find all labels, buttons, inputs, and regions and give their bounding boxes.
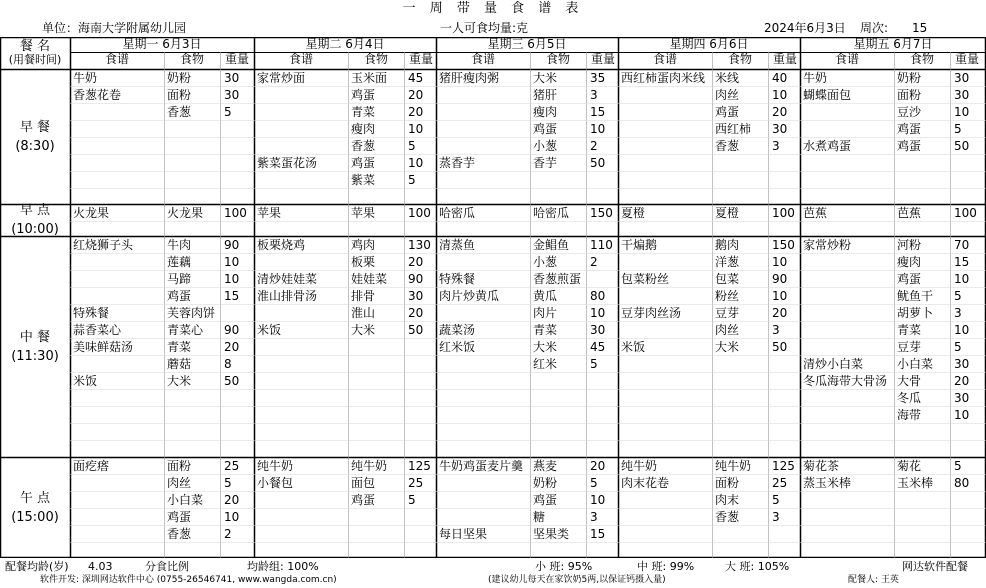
food-weight: 10	[590, 306, 606, 320]
food-weight: 90	[408, 272, 424, 286]
food-name: 鸡蛋	[715, 105, 740, 119]
meal-name: 早 餐	[19, 119, 51, 135]
food-name: 瘦肉	[897, 255, 922, 269]
food-name: 洋葱	[715, 255, 740, 269]
food-name: 豆芽	[897, 340, 922, 354]
food-weight: 5	[224, 105, 232, 119]
food-name: 娃娃菜	[351, 272, 388, 286]
food-weight: 3	[590, 510, 598, 524]
food-name: 奶粉	[533, 476, 558, 490]
col-food-header: 食物	[909, 52, 934, 66]
food-name: 肉片	[533, 306, 558, 320]
food-weight: 30	[590, 323, 606, 337]
food-name: 马蹄	[167, 272, 192, 286]
food-name: 夏橙	[715, 206, 740, 220]
food-weight: 10	[408, 122, 424, 136]
menu-table	[0, 37, 986, 558]
food-name: 小白菜	[167, 493, 204, 507]
food-weight: 45	[590, 340, 606, 354]
food-weight: 10	[590, 122, 606, 136]
food-weight: 2	[224, 527, 232, 541]
food-weight: 15	[954, 255, 970, 269]
food-weight: 10	[954, 105, 970, 119]
food-name: 瘦肉	[351, 122, 376, 136]
meal-name: 中 餐	[19, 329, 51, 345]
food-name: 青菜	[167, 340, 192, 354]
food-name: 面粉	[897, 88, 922, 102]
food-name: 肉丝	[167, 476, 192, 490]
food-weight: 80	[954, 476, 970, 490]
food-weight: 8	[224, 357, 232, 371]
food-name: 香葱	[715, 510, 740, 524]
food-name: 胡萝卜	[897, 306, 934, 320]
food-weight: 90	[224, 323, 240, 337]
food-name: 坚果类	[533, 527, 570, 541]
col-weight-header: 重量	[772, 52, 797, 66]
meal-name: 午 点	[19, 490, 51, 506]
food-weight: 70	[954, 238, 970, 252]
food-weight: 10	[772, 289, 788, 303]
page-title: 一 周 带 量 食 谱 表	[402, 1, 584, 16]
food-weight: 100	[772, 206, 795, 220]
food-weight: 10	[224, 510, 240, 524]
recipe-name: 清蒸鱼	[439, 238, 476, 252]
food-name: 鸡蛋	[533, 122, 558, 136]
brand-label: 网达软件配餐	[902, 560, 968, 573]
food-weight: 125	[772, 459, 795, 473]
food-name: 苹果	[351, 206, 376, 220]
food-weight: 3	[954, 306, 962, 320]
food-name: 菊花	[897, 459, 922, 473]
food-name: 芙蓉肉饼	[167, 306, 216, 320]
col-recipe-header: 食谱	[104, 52, 129, 66]
food-name: 小白菜	[897, 357, 934, 371]
food-name: 鸡蛋	[897, 139, 922, 153]
recipe-name: 小餐包	[257, 476, 294, 490]
food-name: 鸡蛋	[351, 88, 376, 102]
developer-info: 软件开发: 深圳网达软件中心 (0755-26546741, www.wangda.com.cn)	[40, 575, 337, 585]
food-name: 红米	[533, 357, 558, 371]
food-name: 火龙果	[167, 206, 204, 220]
recipe-name: 美味鲜菇汤	[73, 340, 134, 354]
food-weight: 100	[954, 206, 977, 220]
avg-age-label: 配餐均龄(岁)	[5, 560, 69, 573]
food-name: 大米	[533, 71, 558, 85]
ratio-average: 均龄组: 100%	[247, 560, 319, 573]
recipe-name: 肉片炒黄瓜	[439, 289, 500, 303]
food-name: 纯牛奶	[715, 459, 752, 473]
food-name: 金鲳鱼	[533, 238, 570, 252]
food-name: 大米	[351, 323, 376, 337]
food-name: 香葱煎蛋	[533, 272, 582, 286]
recipe-name: 牛奶	[73, 71, 98, 85]
food-weight: 10	[954, 408, 970, 422]
preparer: 配餐人: 王英	[848, 575, 899, 585]
food-name: 大米	[167, 374, 192, 388]
col-weight-header: 重量	[590, 52, 615, 66]
food-weight: 20	[590, 459, 606, 473]
food-weight: 130	[408, 238, 431, 252]
milk-advice: (建议幼儿每天在家饮奶5两,以保证钙摄入量)	[488, 575, 666, 585]
day-header: 星期四 6月6日	[669, 37, 749, 51]
food-name: 鸡蛋	[167, 510, 192, 524]
recipe-name: 特殊餐	[73, 306, 110, 320]
food-name: 青菜	[533, 323, 558, 337]
food-weight: 20	[408, 88, 424, 102]
food-weight: 35	[590, 71, 606, 85]
food-name: 肉末	[715, 493, 740, 507]
food-weight: 25	[772, 476, 788, 490]
food-name: 板栗	[351, 255, 376, 269]
recipe-name: 西红柿蛋肉米线	[621, 71, 706, 85]
food-weight: 80	[590, 289, 606, 303]
food-weight: 30	[224, 88, 240, 102]
food-weight: 20	[408, 306, 424, 320]
col-food-header: 食物	[545, 52, 570, 66]
recipe-name: 干煸鹅	[621, 238, 658, 252]
meal-time: (10:00)	[11, 222, 59, 237]
recipe-name: 蔬菜汤	[439, 323, 476, 337]
food-weight: 15	[224, 289, 240, 303]
week-number: 15	[912, 21, 928, 35]
recipe-name: 蒸玉米棒	[803, 476, 852, 490]
food-weight: 5	[408, 493, 416, 507]
col-food-header: 食物	[727, 52, 752, 66]
food-name: 鸡蛋	[167, 289, 192, 303]
food-weight: 110	[590, 238, 613, 252]
recipe-name: 米饭	[621, 340, 646, 354]
food-weight: 2	[590, 139, 598, 153]
food-name: 面粉	[167, 459, 192, 473]
recipe-name: 板栗烧鸡	[257, 238, 306, 252]
food-weight: 20	[224, 340, 240, 354]
food-name: 青菜心	[167, 323, 204, 337]
food-name: 黄瓜	[533, 289, 558, 303]
food-weight: 125	[408, 459, 431, 473]
food-name: 西红柿	[715, 122, 752, 136]
food-name: 豆芽	[715, 306, 740, 320]
food-name: 芭蕉	[897, 206, 922, 220]
recipe-name: 米饭	[73, 374, 98, 388]
food-weight: 5	[954, 459, 962, 473]
recipe-name: 苹果	[257, 206, 282, 220]
food-weight: 25	[408, 476, 424, 490]
food-name: 大骨	[897, 374, 922, 388]
food-weight: 20	[772, 306, 788, 320]
food-name: 燕麦	[533, 459, 558, 473]
food-weight: 30	[772, 122, 788, 136]
food-name: 纯牛奶	[351, 459, 388, 473]
food-name: 香葱	[167, 105, 192, 119]
ratio-big-class: 大 班: 105%	[725, 560, 790, 573]
food-name: 玉米棒	[897, 476, 934, 490]
avg-age-value: 4.03	[88, 560, 113, 573]
menu-date: 2024年6月3日	[764, 21, 846, 35]
recipe-name: 红烧狮子头	[73, 238, 134, 252]
food-weight: 50	[224, 374, 240, 388]
food-weight: 50	[772, 340, 788, 354]
food-weight: 20	[772, 105, 788, 119]
food-name: 海带	[897, 408, 922, 422]
food-name: 鸡肉	[351, 238, 376, 252]
recipe-name: 水煮鸡蛋	[803, 139, 852, 153]
food-weight: 100	[408, 206, 431, 220]
food-weight: 5	[224, 476, 232, 490]
recipe-name: 每日坚果	[439, 527, 488, 541]
food-name: 鸡蛋	[897, 272, 922, 286]
recipe-name: 夏橙	[621, 206, 646, 220]
col-food-header: 食物	[363, 52, 388, 66]
food-weight: 5	[772, 493, 780, 507]
food-name: 肉丝	[715, 323, 740, 337]
food-name: 玉米面	[351, 71, 388, 85]
food-weight: 30	[954, 357, 970, 371]
recipe-name: 牛奶鸡蛋麦片羹	[439, 459, 524, 473]
col-weight-header: 重量	[224, 52, 249, 66]
food-weight: 5	[590, 476, 598, 490]
food-name: 香芋	[533, 156, 558, 170]
col-recipe-header: 食谱	[652, 52, 677, 66]
food-name: 冬瓜	[897, 391, 922, 405]
recipe-name: 香葱花卷	[73, 88, 122, 102]
food-weight: 3	[590, 88, 598, 102]
ratio-label: 分食比例	[145, 560, 189, 573]
food-name: 鹅肉	[715, 238, 740, 252]
food-name: 鸡蛋	[351, 493, 376, 507]
day-header: 星期一 6月3日	[122, 37, 202, 51]
food-weight: 20	[954, 374, 970, 388]
food-weight: 100	[224, 206, 247, 220]
recipe-name: 纯牛奶	[257, 459, 294, 473]
recipe-name: 肉末花卷	[621, 476, 670, 490]
recipe-name: 包菜粉丝	[621, 272, 670, 286]
food-weight: 10	[224, 255, 240, 269]
food-name: 猪肝	[533, 88, 558, 102]
food-weight: 20	[408, 255, 424, 269]
food-weight: 5	[408, 173, 416, 187]
food-weight: 3	[772, 510, 780, 524]
food-weight: 50	[590, 156, 606, 170]
food-weight: 5	[954, 340, 962, 354]
food-weight: 5	[408, 139, 416, 153]
food-name: 米线	[715, 71, 740, 85]
time-header: (用餐时间)	[8, 53, 62, 66]
food-weight: 30	[954, 391, 970, 405]
col-weight-header: 重量	[954, 52, 979, 66]
food-name: 面粉	[167, 88, 192, 102]
food-name: 蘑菇	[167, 357, 192, 371]
recipe-name: 红米饭	[439, 340, 476, 354]
food-weight: 30	[408, 289, 424, 303]
food-name: 豆沙	[897, 105, 922, 119]
food-name: 糖	[533, 510, 546, 524]
recipe-name: 淮山排骨汤	[257, 289, 318, 303]
meal-time: (15:00)	[11, 509, 59, 525]
food-name: 淮山	[351, 306, 376, 320]
recipe-name: 火龙果	[73, 206, 110, 220]
food-name: 鱿鱼干	[897, 289, 934, 303]
food-name: 牛肉	[167, 238, 192, 252]
food-name: 香葱	[351, 139, 376, 153]
food-name: 粉丝	[715, 289, 740, 303]
recipe-name: 米饭	[257, 323, 282, 337]
week-label: 周次:	[860, 21, 889, 35]
recipe-name: 清炒娃娃菜	[257, 272, 318, 286]
recipe-name: 哈密瓜	[439, 206, 476, 220]
food-weight: 5	[954, 289, 962, 303]
food-name: 面粉	[715, 476, 740, 490]
food-weight: 40	[772, 71, 788, 85]
recipe-name: 清炒小白菜	[803, 357, 864, 371]
food-weight: 10	[954, 323, 970, 337]
food-weight: 90	[224, 238, 240, 252]
food-name: 河粉	[897, 238, 922, 252]
recipe-name: 牛奶	[803, 71, 828, 85]
day-header: 星期三 6月5日	[487, 37, 567, 51]
food-name: 青菜	[351, 105, 376, 119]
recipe-name: 家常炒面	[257, 71, 306, 85]
food-weight: 3	[772, 323, 780, 337]
food-weight: 3	[772, 139, 780, 153]
recipe-name: 面疙瘩	[73, 459, 110, 473]
recipe-name: 豆芽肉丝汤	[621, 306, 682, 320]
meal-header: 餐 名	[19, 39, 51, 53]
recipe-name: 芭蕉	[803, 206, 828, 220]
food-name: 香葱	[167, 527, 192, 541]
recipe-name: 纯牛奶	[621, 459, 658, 473]
avg-intake-label: 一人可食均量:克	[440, 21, 529, 35]
food-name: 哈密瓜	[533, 206, 570, 220]
day-header: 星期五 6月7日	[853, 37, 933, 51]
recipe-name: 蒸香芋	[439, 156, 476, 170]
meal-name: 早 点	[19, 203, 51, 218]
food-name: 鸡蛋	[533, 493, 558, 507]
recipe-name: 紫菜蛋花汤	[257, 156, 318, 170]
food-weight: 20	[224, 493, 240, 507]
food-weight: 30	[224, 71, 240, 85]
day-header: 星期二 6月4日	[305, 37, 385, 51]
food-weight: 5	[954, 122, 962, 136]
meal-time: (11:30)	[11, 348, 59, 364]
food-name: 瘦肉	[533, 105, 558, 119]
food-name: 小葱	[533, 139, 558, 153]
recipe-name: 冬瓜海带大骨汤	[803, 374, 888, 388]
food-name: 排骨	[351, 289, 376, 303]
food-weight: 20	[408, 105, 424, 119]
col-food-header: 食物	[179, 52, 204, 66]
recipe-name: 蒜香菜心	[73, 323, 122, 337]
food-weight: 10	[772, 88, 788, 102]
food-name: 奶粉	[897, 71, 922, 85]
food-name: 大米	[715, 340, 740, 354]
food-weight: 10	[408, 156, 424, 170]
food-name: 鸡蛋	[897, 122, 922, 136]
food-name: 紫菜	[351, 173, 376, 187]
food-weight: 2	[590, 255, 598, 269]
food-weight: 10	[590, 493, 606, 507]
food-weight: 10	[954, 272, 970, 286]
food-weight: 25	[224, 459, 240, 473]
food-name: 奶粉	[167, 71, 192, 85]
food-name: 大米	[533, 340, 558, 354]
recipe-name: 特殊餐	[439, 272, 476, 286]
food-weight: 30	[954, 88, 970, 102]
food-weight: 50	[408, 323, 424, 337]
food-weight: 10	[772, 255, 788, 269]
food-weight: 15	[590, 527, 606, 541]
food-weight: 150	[590, 206, 613, 220]
food-weight: 90	[772, 272, 788, 286]
food-weight: 45	[408, 71, 424, 85]
food-name: 莲藕	[167, 255, 192, 269]
recipe-name: 猪肝瘦肉粥	[439, 71, 500, 85]
unit-name: 单位：海南大学附属幼儿园	[42, 21, 187, 35]
recipe-name: 蝴蝶面包	[803, 88, 852, 102]
ratio-middle-class: 中 班: 99%	[637, 560, 695, 573]
food-name: 肉丝	[715, 88, 740, 102]
food-weight: 50	[954, 139, 970, 153]
food-weight: 15	[590, 105, 606, 119]
food-weight: 10	[224, 272, 240, 286]
recipe-name: 家常炒粉	[803, 238, 852, 252]
col-weight-header: 重量	[408, 52, 433, 66]
food-name: 小葱	[533, 255, 558, 269]
food-name: 包菜	[715, 272, 740, 286]
meal-time: (8:30)	[15, 138, 55, 154]
food-weight: 5	[590, 357, 598, 371]
recipe-name: 菊花茶	[803, 459, 840, 473]
food-weight: 30	[954, 71, 970, 85]
col-recipe-header: 食谱	[288, 52, 313, 66]
ratio-small-class: 小 班: 95%	[535, 560, 593, 573]
food-name: 面包	[351, 476, 376, 490]
food-name: 青菜	[897, 323, 922, 337]
col-recipe-header: 食谱	[470, 52, 495, 66]
food-weight: 150	[772, 238, 795, 252]
food-name: 香葱	[715, 139, 740, 153]
col-recipe-header: 食谱	[834, 52, 859, 66]
food-name: 鸡蛋	[351, 156, 376, 170]
